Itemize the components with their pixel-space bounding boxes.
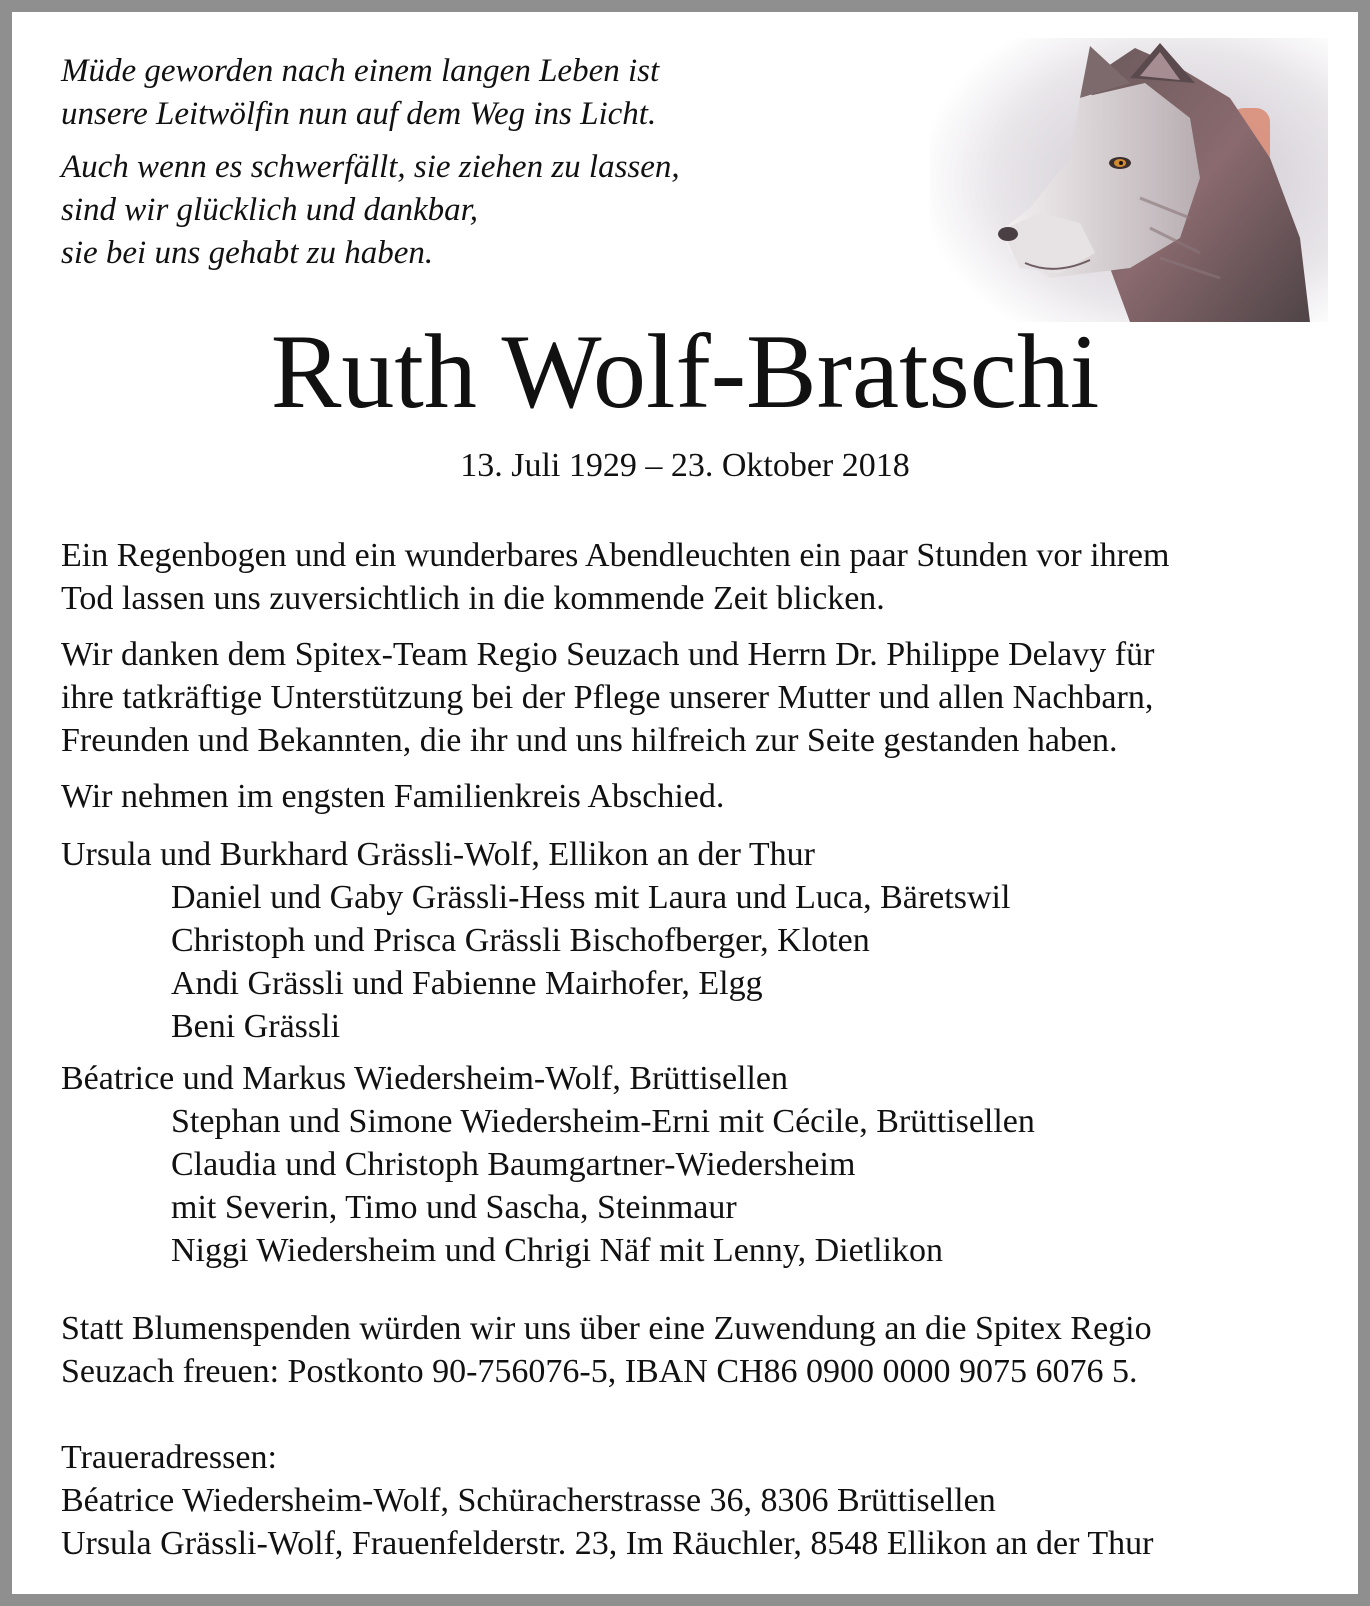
- poem-line: Müde geworden nach einem langen Leben ist: [61, 53, 660, 89]
- family-member: Claudia und Christoph Baumgartner-Wiedersheim: [171, 1146, 856, 1183]
- text-line: Wir nehmen im engsten Familienkreis Abschied.: [61, 778, 725, 815]
- family-member: Christoph und Prisca Grässli Bischofberger, Kloten: [171, 922, 870, 959]
- text-line: Freunden und Bekannten, die ihr und uns hilfreich zur Seite gestanden haben.: [61, 722, 1118, 759]
- address-line: Béatrice Wiedersheim-Wolf, Schüracherstrasse 36, 8306 Brüttisellen: [61, 1482, 996, 1519]
- mourning-addresses: [61, 1436, 1341, 1565]
- deceased-name: Ruth Wolf-Bratschi: [270, 313, 1100, 430]
- text-line: ihre tatkräftige Unterstützung bei der Pflege unserer Mutter und allen Nachbarn,: [61, 679, 1154, 716]
- paragraph: [61, 775, 1341, 818]
- text-line: Tod lassen uns zuversichtlich in die kommende Zeit blicken.: [61, 580, 885, 617]
- family-group: [61, 1057, 1341, 1272]
- address-line: Ursula Grässli-Wolf, Frauenfelderstr. 23, Im Räuchler, 8548 Ellikon an der Thur: [61, 1525, 1154, 1562]
- paragraph: [61, 534, 1341, 620]
- family-member: Niggi Wiedersheim und Chrigi Näf mit Lenny, Dietlikon: [171, 1232, 944, 1269]
- text-line: Ein Regenbogen und ein wunderbares Abendleuchten ein paar Stunden vor ihrem: [61, 537, 1170, 574]
- message-body: [61, 534, 1341, 831]
- poem-stanza-1: [61, 50, 881, 136]
- family-member: Stephan und Simone Wiedersheim-Erni mit Cécile, Brüttisellen: [171, 1103, 1035, 1140]
- poem: [61, 50, 881, 285]
- addresses-label: Traueradressen:: [61, 1439, 277, 1476]
- family-member: Beni Grässli: [171, 1008, 341, 1045]
- family-member: Andi Grässli und Fabienne Mairhofer, Elgg: [171, 965, 763, 1002]
- poem-line: unsere Leitwölfin nun auf dem Weg ins Licht.: [61, 96, 657, 132]
- obituary-notice: [12, 12, 1358, 1594]
- text-line: Statt Blumenspenden würden wir uns über eine Zuwendung an die Spitex Regio: [61, 1310, 1152, 1347]
- poem-line: Auch wenn es schwerfällt, sie ziehen zu lassen,: [61, 149, 680, 185]
- paragraph: [61, 633, 1341, 762]
- family-group: [61, 833, 1341, 1048]
- life-dates: 13. Juli 1929 – 23. Oktober 2018: [460, 447, 910, 484]
- family-head: Béatrice und Markus Wiedersheim-Wolf, Brüttisellen: [61, 1060, 789, 1097]
- poem-line: sie bei uns gehabt zu haben.: [61, 235, 434, 271]
- poem-line: sind wir glücklich und dankbar,: [61, 192, 479, 228]
- family-member: Daniel und Gaby Grässli-Hess mit Laura und Luca, Bäretswil: [171, 879, 1011, 916]
- text-line: Seuzach freuen: Postkonto 90-756076-5, IBAN CH86 0900 0000 9075 6076 5.: [61, 1353, 1138, 1390]
- family-member: mit Severin, Timo und Sascha, Steinmaur: [171, 1189, 737, 1226]
- poem-stanza-2: [61, 146, 881, 275]
- wolf-portrait-icon: [930, 38, 1328, 322]
- text-line: Wir danken dem Spitex-Team Regio Seuzach und Herrn Dr. Philippe Delavy für: [61, 636, 1155, 673]
- donation-note: [61, 1307, 1341, 1393]
- family-head: Ursula und Burkhard Grässli-Wolf, Ellikon an der Thur: [61, 836, 815, 873]
